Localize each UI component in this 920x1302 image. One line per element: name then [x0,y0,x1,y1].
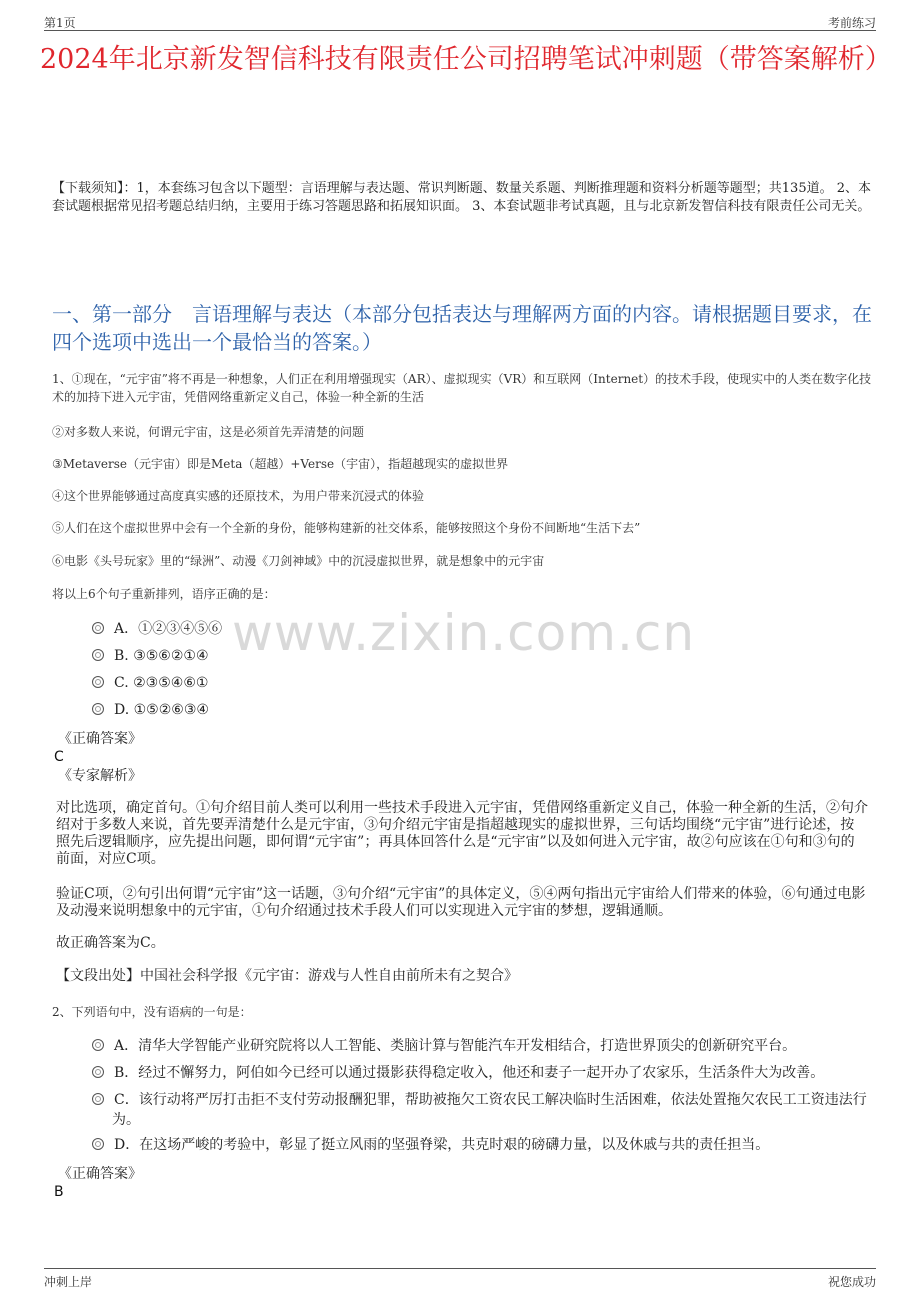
option-label: D. ①⑤②⑥③④ [114,702,209,718]
section-heading: 一、第一部分 言语理解与表达（本部分包括表达与理解两方面的内容。请根据题目要求，在四个选项中选出一个最恰当的答案。） [52,302,872,354]
download-notice: 【下载须知】：1，本套练习包含以下题型：言语理解与表达题、常识判断题、数量关系题、判断推理题和资料分析题等题型；共135道。 2、本套试题根据常见招考题总结归纳，主要用于练习答题思路和拓展知识面。 3、本套试题非考试真题，且与北京新发智信科技有限责任公司无关。 [52,181,871,214]
page-header [44,0,876,31]
option-label: B．经过不懈努力，阿伯如今已经可以通过摄影获得稳定收入，他还和妻子一起开办了农家乐，生活条件大为改善。 [114,1065,825,1081]
q1-option-c[interactable] [92,673,872,693]
q1-answer: C [54,749,64,765]
option-label: A．①②③④⑤⑥ [114,621,223,637]
watermark: www.zixin.com.cn [232,604,696,662]
q1-analysis-label: 《专家解析》 [58,768,142,784]
footer-right-text: 祝您成功 [827,1275,876,1289]
option-label: C．该行动将严厉打击拒不支付劳动报酬犯罪，帮助被拖欠工资农民工解决临时生活困难，依法处置拖欠农民工工资违法行为。 [112,1092,867,1128]
radio-icon[interactable] [92,1093,104,1105]
option-label: A．清华大学智能产业研究院将以人工智能、类脑计算与智能汽车开发相结合，打造世界顶尖的创新研究平台。 [114,1038,797,1054]
radio-icon[interactable] [92,703,104,715]
q1-conclusion: 故正确答案为C。 [56,935,165,951]
page-number: 第1页 [44,16,76,30]
q1-stem: 将以上6个句子重新排列，语序正确的是： [52,587,276,601]
option-label: C. ②③⑤④⑥① [114,675,209,691]
option-label: D．在这场严峻的考验中，彰显了挺立风雨的坚强脊梁，共克时艰的磅礴力量，以及休戚与共的责任担当。 [114,1137,770,1153]
q2-option-a[interactable] [92,1036,872,1056]
q1-analysis-paragraph-2: 验证C项，②句引出何谓“元宇宙”这一话题，③句介绍“元宇宙”的具体定义，⑤④两句指出元宇宙给人们带来的体验，⑥句通过电影及动漫来说明想象中的元宇宙，①句介绍通过技术手段人们可以实现进入元宇宙的梦想，逻辑通顺。 [56,886,866,919]
q1-source: 【文段出处】中国社会科学报《元宇宙：游戏与人性自由前所未有之契合》 [56,968,518,984]
q2-answer: B [54,1184,64,1200]
header-category: 考前练习 [827,16,876,30]
q2-option-b[interactable] [92,1063,872,1083]
q1-sentence-6: ⑥电影《头号玩家》里的“绿洲”、动漫《刀剑神域》中的沉浸虚拟世界，就是想象中的元宇宙 [52,554,545,568]
q2-stem: 2、下列语句中，没有语病的一句是： [52,1005,252,1019]
radio-icon[interactable] [92,1039,104,1051]
footer-divider [44,1268,876,1269]
radio-icon[interactable] [92,622,104,634]
q1-sentence-2: ②对多数人来说，何谓元宇宙，这是必须首先弄清楚的问题 [52,425,365,439]
radio-icon[interactable] [92,676,104,688]
radio-icon[interactable] [92,1066,104,1078]
radio-icon[interactable] [92,649,104,661]
q1-option-b[interactable] [92,646,872,666]
option-label: B. ③⑤⑥②①④ [114,648,209,664]
q1-answer-label: 《正确答案》 [58,731,142,747]
q2-option-d[interactable] [92,1135,872,1155]
q1-sentence-5: ⑤人们在这个虚拟世界中会有一个全新的身份，能够构建新的社交体系，能够按照这个身份不间断地“生活下去” [52,521,641,535]
q1-sentence-3: ③Metaverse（元宇宙）即是Meta（超越）+Verse（宇宙），指超越现实的虚拟世界 [52,457,509,471]
q1-option-d[interactable] [92,700,872,720]
document-title: 2024年北京新发智信科技有限责任公司招聘笔试冲刺题（带答案解析） [40,44,892,75]
q2-option-c[interactable] [92,1090,872,1130]
q2-answer-label: 《正确答案》 [58,1166,142,1182]
radio-icon[interactable] [92,1138,104,1150]
q1-analysis-paragraph-1: 对比选项，确定首句。①句介绍目前人类可以利用一些技术手段进入元宇宙，凭借网络重新定义自己，体验一种全新的生活，②句介绍对于多数人来说，首先要弄清楚什么是元宇宙，③句介绍元宇宙是指超越现实的虚拟世界，三句话均围绕“元宇宙”进行论述，按照先后逻辑顺序，应先提出问题，即何谓“元宇宙”；再具体回答什么是“元宇宙”以及如何进入元宇宙，故②句应该在①句和③句的前面，对应C项。 [56,800,868,867]
q1-sentence-1: 1、①现在，“元宇宙”将不再是一种想象，人们正在利用增强现实（AR）、虚拟现实（VR）和互联网（Internet）的技术手段，使现实中的人类在数字化技术的加持下进入元宇宙，凭借网络重新定义自己，体验一种全新的生活 [52,372,872,404]
q1-sentence-4: ④这个世界能够通过高度真实感的还原技术，为用户带来沉浸式的体验 [52,489,425,503]
footer-left-text: 冲刺上岸 [44,1275,93,1289]
q1-option-a[interactable] [92,619,872,639]
